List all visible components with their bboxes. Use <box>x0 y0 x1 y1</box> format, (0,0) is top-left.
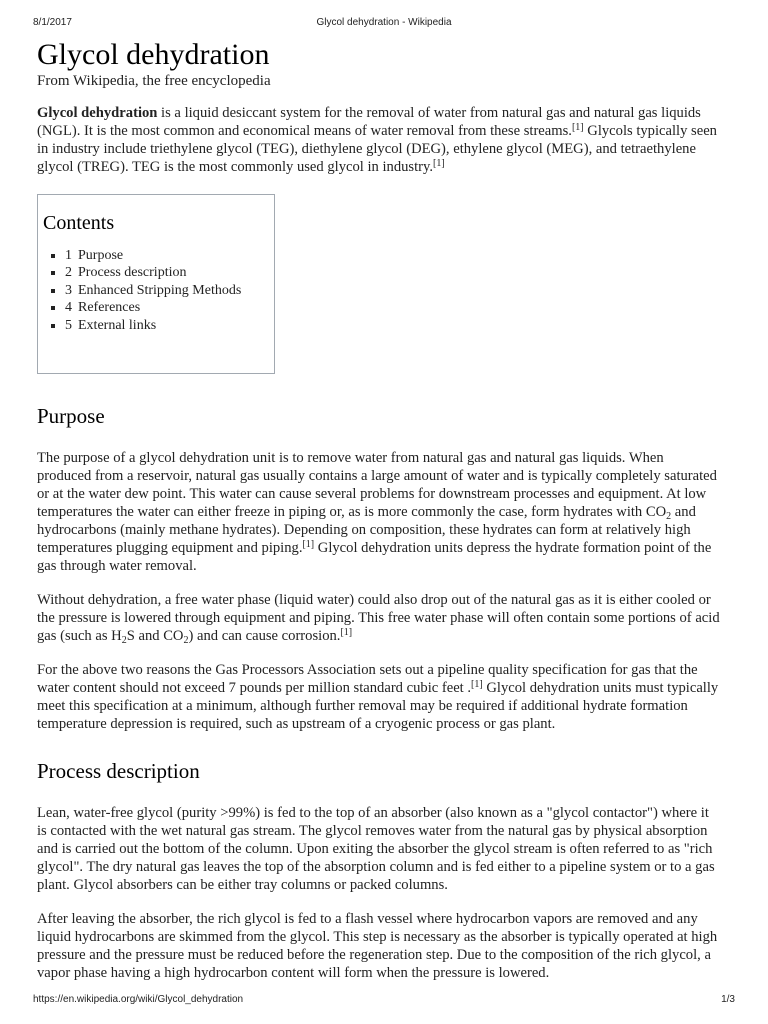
toc-item-external-links[interactable]: ▪ 5 External links <box>65 317 274 334</box>
print-page-title: Glycol dehydration - Wikipedia <box>316 17 452 28</box>
print-date: 8/1/2017 <box>33 17 72 28</box>
purpose-paragraph-2: Without dehydration, a free water phase (liquid water) could also drop out of the natural gas as it is either cooled or the pressure is lowered through equipment and piping. This free water phase will often contain some portions of acid gas (such as $H_2S$ and $CO_2$) and can cause corrosion.[1] <box>37 592 720 646</box>
section-heading-purpose: Purpose <box>37 404 105 428</box>
intro-bold-term: Glycol dehydration <box>37 105 158 121</box>
toc-item-references[interactable]: ▪ 4 References <box>65 299 274 316</box>
page-title: Glycol dehydration <box>37 38 270 71</box>
purpose-paragraph-1: The purpose of a glycol dehydration unit is to remove water from natural gas and natural gas liquids. When produced from a reservoir, natural gas usually contains a large amount of water and is typically completely saturated or at the water dew point. This water can cause several problems for downstream processes and equipment. At low temperatures the water can either freeze in piping or, as is more commonly the case, form hydrates with $CO_2$ and hydrocarbons (mainly methane hydrates). Depending on composition, these hydrates can form at relatively high temperatures plugging equipment and piping.[1] Glycol dehydration units depress the hydrate formation point of the gas through water removal. <box>37 450 717 574</box>
reference-link[interactable]: [1] <box>471 679 483 690</box>
toc-list <box>43 247 274 334</box>
toc-item-purpose[interactable]: ▪ 1 Purpose <box>65 247 274 264</box>
article-content <box>37 38 721 982</box>
site-tagline: From Wikipedia, the free encyclopedia <box>37 73 271 89</box>
print-footer <box>33 994 735 1006</box>
print-header <box>33 17 735 29</box>
reference-link[interactable]: [1] <box>340 627 353 638</box>
process-paragraph-1: Lean, water-free glycol (purity >99%) is fed to the top of an absorber (also known as a "glycol contactor") where it is contacted with the wet natural gas stream. The glycol removes water from the natural gas by physical absorption and is carried out the bottom of the column. Upon exiting the absorber the glycol stream is often referred to as "rich glycol". The dry natural gas leaves the top of the absorption column and is fed either to a pipeline system or to a gas plant. Glycol absorbers can be either tray columns or packed columns. <box>37 805 715 893</box>
purpose-paragraph-3: For the above two reasons the Gas Processors Association sets out a pipeline quality specification for gas that the water content should not exceed 7 pounds per million standard cubic feet .[1] Glycol dehydration units must typically meet this specification at a minimum, although further removal may be required if additional hydrate formation temperature depression is required, such as upstream of a cryogenic process or gas plant. <box>37 662 719 732</box>
table-of-contents <box>37 194 275 374</box>
reference-link[interactable]: [1] <box>302 539 315 550</box>
reference-link[interactable]: [1] <box>571 122 584 133</box>
toc-item-enhanced-stripping-methods[interactable]: ▪ 3 Enhanced Stripping Methods <box>65 282 274 299</box>
toc-item-process-description[interactable]: ▪ 2 Process description <box>65 264 274 281</box>
print-page-number: 1/3 <box>721 994 735 1005</box>
print-url: https://en.wikipedia.org/wiki/Glycol_dehydration <box>33 994 244 1005</box>
intro-paragraph: Glycol dehydration is a liquid desiccant system for the removal of water from natural gas and natural gas liquids (NGL). It is the most common and economical means of water removal from these streams.[1] Glycols typically seen in industry include triethylene glycol (TEG), diethylene glycol (DEG), ethylene glycol (MEG), and tetraethylene glycol (TREG). TEG is the most commonly used glycol in industry.[1] <box>37 105 717 175</box>
toc-title: Contents <box>43 212 115 234</box>
reference-link[interactable]: [1] <box>433 158 445 169</box>
section-heading-process-description: Process description <box>37 759 200 783</box>
process-paragraph-2: After leaving the absorber, the rich glycol is fed to a flash vessel where hydrocarbon vapors are removed and any liquid hydrocarbons are skimmed from the glycol. This step is necessary as the absorber is typically operated at high pressure and the pressure must be reduced before the regeneration step. Due to the composition of the rich glycol, a vapor phase having a high hydrocarbon content will form when the pressure is lowered. <box>37 911 718 981</box>
